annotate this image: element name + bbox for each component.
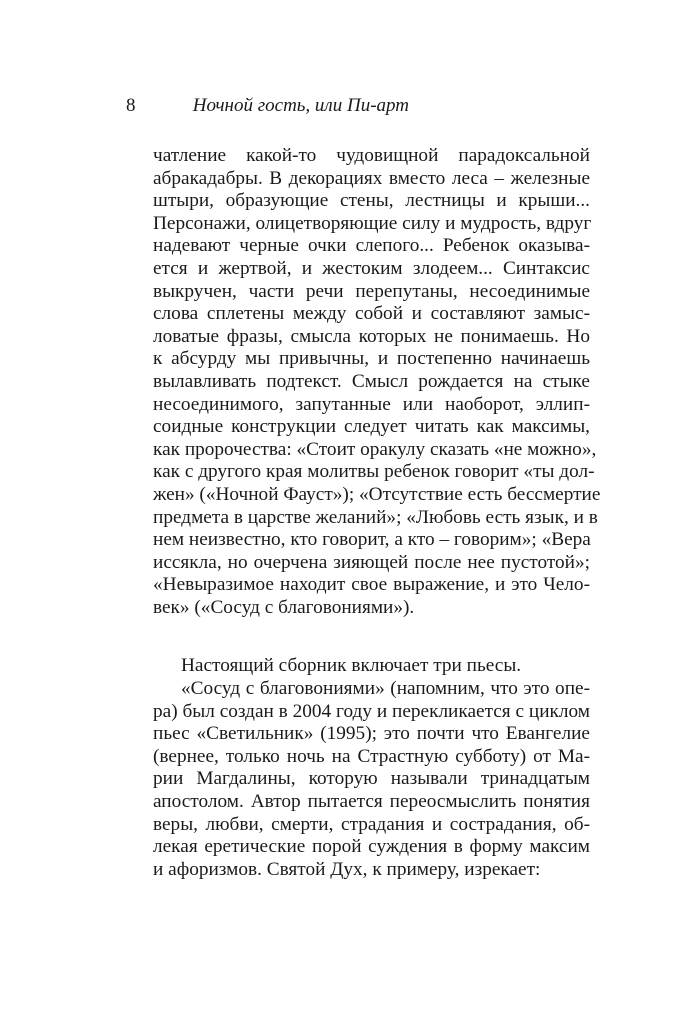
- text-line: (вернее, только ночь на Страстную субботу) от Ма-: [153, 745, 590, 767]
- text-line: жен» («Ночной Фауст»); «Отсутствие есть бессмертие: [153, 483, 601, 505]
- text-line: апостолом. Автор пытается переосмыслить понятия: [153, 791, 590, 813]
- text-line: век» («Сосуд с благовониями»).: [153, 596, 415, 618]
- text-line: предмета в царстве желаний»; «Любовь есть язык, и в: [153, 506, 598, 528]
- text-line: как с другого края молитвы ребенок говорит «ты дол-: [153, 461, 595, 483]
- text-line: штыри, образующие стены, лестницы и крыши...: [153, 190, 590, 212]
- text-line: ра) был создан в 2004 году и перекликается с циклом: [153, 700, 590, 722]
- running-title: Ночной гость, или Пи-арт: [192, 95, 409, 116]
- text-line: нем неизвестно, кто говорит, а кто – говорим»; «Вера: [153, 529, 591, 551]
- text-line: соидные конструкции следует читать как максимы,: [153, 416, 590, 438]
- text-line: лекая еретические порой суждения в форму максим: [153, 836, 590, 858]
- paragraph-gap: [153, 619, 590, 655]
- paragraph: [153, 678, 590, 881]
- text-line: «Невыразимое находит свое выражение, и это Чело-: [153, 574, 590, 596]
- text-line: абракадабры. В декорациях вместо леса – железные: [153, 167, 590, 189]
- text-line: «Сосуд с благовониями» (напомним, что это опе-: [181, 678, 590, 700]
- text-line: рии Магдалины, которую называли тринадцатым: [153, 768, 590, 790]
- paragraph: [153, 655, 590, 678]
- text-line: слова сплетены между собой и составляют замыс-: [153, 303, 590, 325]
- text-line: Персонажи, олицетворяющие силу и мудрость, вдруг: [153, 212, 592, 234]
- text-line: чатление какой-то чудовищной парадоксальной: [153, 145, 590, 166]
- page-body: [153, 145, 601, 881]
- text-line: ловатые фразы, смысла которых не понимаешь. Но: [153, 325, 590, 347]
- text-line: вылавливать подтекст. Смысл рождается на стыке: [153, 370, 590, 392]
- text-line: веры, любви, смерти, страдания и сострадания, об-: [153, 813, 590, 835]
- page-header: [126, 94, 409, 118]
- text-line: к абсурду мы привычны, и постепенно начинаешь: [153, 348, 590, 370]
- text-line: пьес «Светильник» (1995); это почти что Евангелие: [153, 723, 590, 745]
- text-line: выкручен, части речи перепутаны, несоединимые: [153, 280, 590, 302]
- text-line: надевают черные очки слепого... Ребенок оказыва-: [153, 235, 590, 257]
- text-line: несоединимого, запутанные или наоборот, эллип-: [153, 393, 590, 415]
- text-line: Настоящий сборник включает три пьесы.: [181, 655, 522, 677]
- text-line: ется и жертвой, и жестоким злодеем... Синтаксис: [153, 257, 590, 279]
- paragraph: [153, 145, 601, 619]
- text-line: иссякла, но очерчена зияющей после нее пустотой»;: [153, 551, 590, 573]
- text-line: и афоризмов. Святой Дух, к примеру, изрекает:: [153, 858, 541, 880]
- page-number: 8: [126, 95, 136, 116]
- text-line: как пророчества: «Стоит оракулу сказать «не можно»,: [153, 438, 597, 460]
